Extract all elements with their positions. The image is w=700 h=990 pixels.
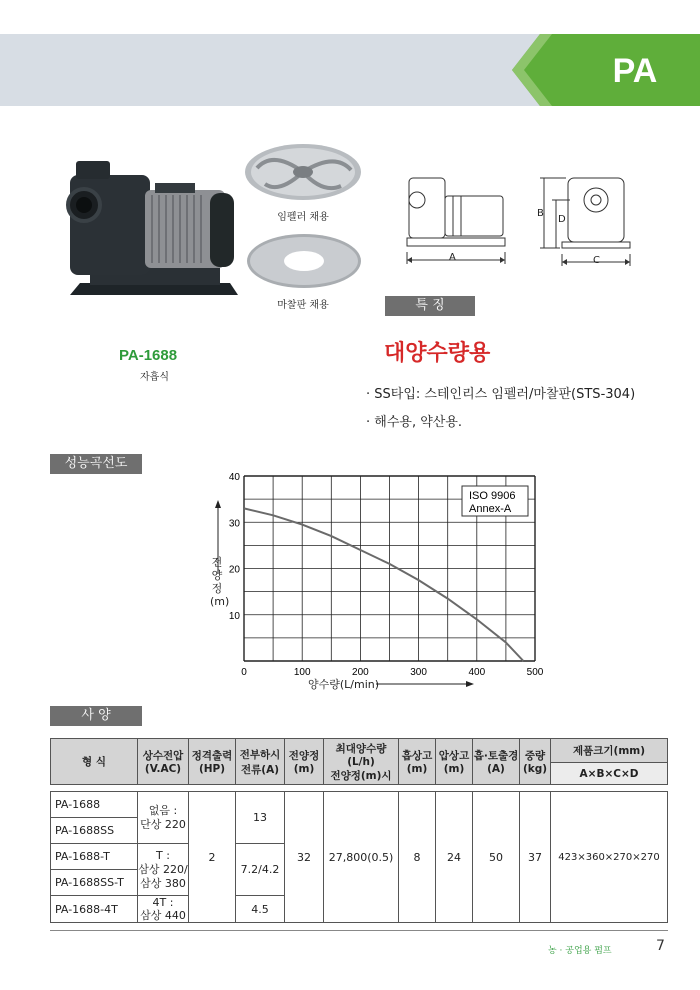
col-weight: 중량 (kg) <box>520 739 551 785</box>
table-cell-model: PA-1688-T <box>51 844 138 870</box>
y-tick-label: 10 <box>228 610 240 622</box>
table-cell-weight: 37 <box>520 792 551 923</box>
dimension-drawing-front <box>530 168 645 274</box>
iso-label-line2: Annex-A <box>469 503 512 515</box>
features-tag: 특 징 <box>385 296 475 316</box>
col-size-unit: A×B×C×D <box>551 763 668 785</box>
table-cell-model: PA-1688SS <box>51 818 138 844</box>
table-cell-voltage: 없음 : 단상 220 <box>138 792 189 844</box>
x-tick-label: 500 <box>526 667 544 678</box>
table-cell-model: PA-1688SS-T <box>51 870 138 896</box>
feature-item: · SS타입: 스테인리스 임펠러/마찰판(STS-304) <box>366 387 636 402</box>
friction-plate-caption: 마찰판 채용 <box>277 300 329 311</box>
impeller-caption: 임펠러 채용 <box>277 212 329 223</box>
col-size: 제품크기(mm) <box>551 739 668 763</box>
y-tick-label: 20 <box>228 564 240 576</box>
col-head: 전양정 (m) <box>285 739 324 785</box>
col-model: 형 식 <box>51 739 138 785</box>
table-cell-current: 13 <box>236 792 285 844</box>
spec-table <box>50 738 668 923</box>
table-cell-head: 32 <box>285 792 324 923</box>
y-tick-label: 30 <box>228 518 240 530</box>
table-cell-size: 423×360×270×270 <box>551 792 668 923</box>
table-cell-bore: 50 <box>473 792 520 923</box>
friction-plate-image <box>245 232 363 290</box>
table-cell-model: PA-1688-4T <box>51 896 138 923</box>
table-cell-model: PA-1688 <box>51 792 138 818</box>
performance-chart <box>190 464 560 699</box>
table-cell-voltage: T : 삼상 220/ 삼상 380 <box>138 844 189 896</box>
iso-label-line1: ISO 9906 <box>469 490 516 502</box>
features-headline: 대양수량용 <box>384 341 491 366</box>
page-code: PA <box>612 52 658 90</box>
table-cell-current: 7.2/4.2 <box>236 844 285 896</box>
curve-tag: 성능곡선도 <box>50 454 142 474</box>
col-output: 정격출력 (HP) <box>189 739 236 785</box>
dim-label-a: A <box>449 252 456 263</box>
dim-label-c: C <box>593 255 600 266</box>
model-name: PA-1688 <box>119 347 178 364</box>
dim-label-d: D <box>558 214 566 225</box>
y-axis-label: 전양정(m) <box>210 556 230 608</box>
footer-text: 농 · 공업용 펌프 <box>548 946 612 956</box>
table-cell-output: 2 <box>189 792 236 923</box>
page-number: 7 <box>656 938 665 954</box>
impeller-image <box>243 138 363 206</box>
x-tick-label: 400 <box>468 667 486 678</box>
col-current: 전부하시 전류(A) <box>236 739 285 785</box>
table-cell-voltage: 4T : 삼상 440 <box>138 896 189 923</box>
col-pressure: 압상고 (m) <box>436 739 473 785</box>
x-axis-label: 양수량(L/min) <box>308 678 380 691</box>
table-cell-pressure: 24 <box>436 792 473 923</box>
col-voltage: 상수전압 (V.AC) <box>138 739 189 785</box>
x-tick-label: 100 <box>293 667 311 678</box>
model-type: 자흡식 <box>140 372 169 383</box>
dimension-drawing-side <box>395 168 520 274</box>
col-bore: 흡·토출경 (A) <box>473 739 520 785</box>
footer-rule <box>50 930 668 931</box>
x-tick-label: 200 <box>352 667 369 678</box>
feature-item: · 해수용, 약산용. <box>366 415 463 430</box>
spec-tag: 사 양 <box>50 706 142 726</box>
table-cell-suction: 8 <box>399 792 436 923</box>
col-capacity: 최대양수량(L/h) 전양정(m)시 <box>324 739 399 785</box>
table-cell-current: 4.5 <box>236 896 285 923</box>
table-cell-capacity: 27,800(0.5) <box>324 792 399 923</box>
x-tick-label: 300 <box>410 667 427 678</box>
x-tick-label: 0 <box>241 667 247 678</box>
dim-label-b: B <box>537 208 544 219</box>
col-suction: 흡상고 (m) <box>399 739 436 785</box>
pump-photo <box>60 155 245 305</box>
y-tick-label: 40 <box>228 472 240 483</box>
